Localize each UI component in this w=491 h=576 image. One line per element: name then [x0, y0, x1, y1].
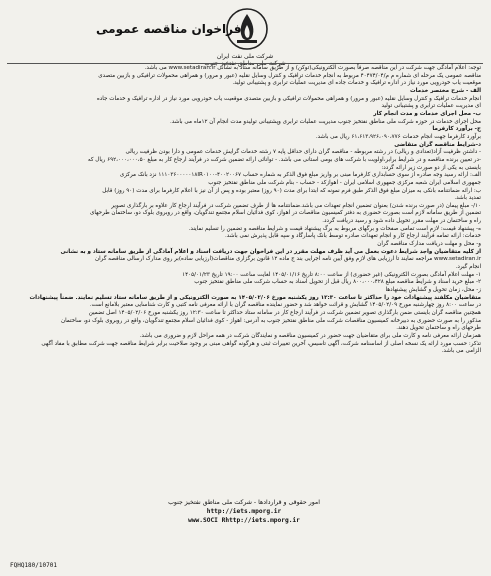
body-line: تمدید باشد. [454, 195, 481, 202]
body-line: تذکر: حسب مورد ارائه یک نسخه اصلی از اساسنامه شرکت، آگهی تاسیس، آخرین تغییرات ثبتی و هرگونه گواهی مبنی بر وجود صلاحیت برابر شرایط مناقصه جهت شرکت مطابق با مفاد آگهی [41, 340, 481, 347]
body-line: انجام گیرد. [455, 264, 481, 271]
body-line: تضمین از طریق سامانه لازم است بصورت حضوری به دفتر کمیسیون مناقصات در اهواز، کوی فدائیان اسلام مجتمع تندگویان، واقع در روبروی بلوک دو، ساختمان طرحهای [90, 210, 481, 217]
body-line: راه و ساختمان در مهلت مقرر تحویل داده شود و رسید دریافت گردد. [322, 218, 481, 225]
body-line: ب: ارائه ضمانتنامه بانکی به میزان مبلغ فوق الذکر طبق فرم نمونه که ابتدا برای مدت (۹۰ روز) معتبر بوده و پس از آن نیز با اعلام کارفرما برای مدت (۹۰ روز) قابل [102, 187, 481, 194]
body-line: الف: ارائه رسید وجه صادره از سوی حسابداری کارفرما مبنی بر واریز مبلغ فوق الذکر به شماره حساب ۴۰۰۲۰۰۶۷-۱۱۱۰۳۶۰۰۰۰۰۱۸IR۰۱۰۰ نزد بانک مرکزی [119, 172, 481, 179]
body-line: www.setadiran.ir مراجعه نمایند تا ارزیابی های لازم وفق آیین نامه اجرایی بند ج ماده ۱۲ قانون برگزاری مناقصات(ارزیابی ساده)بر روی مدارک ارسالی مناقصه گران [94, 256, 481, 263]
body-line: ای مدیریت عملیات ترابری و پشتیبانی تولید [381, 103, 481, 110]
body-line: بایستی به یکی از دو صورت زیر ارائه گردد: [381, 164, 481, 171]
body-line: ه- پیشنهاد قیمت: لازم است تمامی صفحات و برگهای مربوط به برگ پیشنهاد قیمت و شرایط مناقصه و تضمین را تسلیم نمایند. [188, 225, 481, 232]
footer [7, 498, 481, 525]
section-heading: د-شرایط مناقصه گران متقاضی [394, 141, 481, 148]
body-line: الزامی می باشد. [441, 348, 481, 355]
section-heading: الف - شرح مختصر خدمات [409, 87, 481, 94]
body-line: انجام خدمات ترافیک و کنترل وسایل نقلیه (عبور و مرور) و همراهی محمولات ترافیکی و بازبین متصدی موقعیت یاب خودرویی مورد نیاز در اداره ترافیک و خدمات جاده [96, 95, 481, 102]
notice-body [7, 65, 481, 356]
header-divider [7, 63, 483, 64]
body-line: -در تعیین برنده مناقصه و در شرایط برابر،اولویت با شرکت های بومی استانی می باشد. - توانائی ارائه تضمین شرکت در فرآیند ارجاع کار به مبلغ ۶۹۲،۰۰۰،۰۰۰،۵۰ ریال که [87, 156, 481, 163]
body-line: ۲- مبلغ خرید اسناد و شرایط مناقصه مبلغ ۸۰۰،۰۰۰،۴۲۸ ریال قبل از تحویل اسناد به حساب شرکت ملی مناطق نفتخیز جنوب [194, 279, 481, 286]
body-line: مناقصه عمومی یک مرحله ای شماره م م/۴۰۴۷۴/۰۴ مربوط به انجام خدمات ترافیک و کنترل وسایل نقلیه (عبور و مرور) و همراهی محمولات ترافیکی و بازبین متصدی [98, 72, 481, 79]
section-heading: از کلیه متقاضیان واجد شرایط دعوت بعمل می آید ظرف مهلت مقرر در این فراخوان جهت دریافت اسناد و اعلام آمادگی از طریق سامانه ستاد و به نشانی [60, 248, 481, 255]
section-heading: ج- برآورد کارفرما [432, 126, 481, 133]
body-line: جمهوری اسلامی ایران شعبه مرکزی جمهوری اسلامی ایران - اهوازکد - حساب - بنام شرکت ملی مناطق نفتخیز جنوب [208, 179, 481, 186]
body-line: محل اجرای خدمات در حوزه شرکت ملی مناطق نفتخیز جنوب مدیریت عملیات ترابری وپشتیبانی تولیدو مدت انجام آن ۱۲ماه می باشد. [169, 118, 481, 125]
footer-department: امور حقوقی و قراردادها - شرکت ملی مناطق نفتخیز جنوب [168, 499, 320, 506]
body-line: ز- محل، زمان تحویل و گشایش پیشنهادها [385, 287, 481, 294]
logo-caption-line-1: شرکت ملی نفت ایران [216, 53, 274, 60]
body-line: ۱۰/- مبلغ پیمان (در صورت برنده شدن) بعنوان تضمین انجام تعهدات می باشد.ضمانتنامه ها از طرف تضمین شرکت در فرآیند ارجاع کار علاوه بر بارگذاری تصویر [111, 202, 481, 209]
body-line: ۱- مهلت اعلام آمادگی بصورت الکترونیکی (غیر حضوری) از ساعت ۸:۰۰ تاریخ ۱۴۰۵/۰۱/۱۶ لغایت ساعت ۱۹:۰۰ تاریخ ۱۴۰۵/۰۱/۲۳ [182, 271, 481, 278]
document-code: FQHQ180/10701 [10, 562, 57, 569]
body-line: همزمان ارائه معرفی نامه و کارت ملی برای متقاضیان جهت حضور در کمیسیون مناقصه و نمایندگان شرکت در همه مراحل لازم و ضروری می باشد. [139, 332, 481, 339]
body-line: موقعیت یاب خودرویی مورد نیاز در اداره ترافیک و خدمات جاده ای مدیریت عملیات ترابری و پشتیبانی تولید. [232, 80, 481, 87]
body-line: خدمات: ارائه تمامه فرآیند ارجاع کار و انجام تعهدات صادره توسط بانک پاسارگاد و سپه قابل پذیرش نمی باشد. [225, 233, 481, 240]
body-line: طرحهای راه و ساختمان تحویل دهند. [396, 325, 481, 332]
page-title: فراخوان مناقصه عمومی [96, 22, 242, 36]
body-line: توجه: اعلام آمادگی جهت شرکت در این مناقصه صرفاً بصورت الکترونیکی(توکن) و از طریق سامانه ستاد به نشانی www.setadiran.ir می باشد. [144, 65, 481, 71]
body-line: در ساعت ۸:۰۰ روز چهارشنبه مورخ ۱۴۰۵/۰۲/۰۹ گشایش و قرائت خواهد شد و حضور نماینده مناقصه گران با ارائه معرفی نامه کتبی و کارت شناسایی معتبر بلامانع است. [89, 302, 481, 309]
footer-link-2[interactable]: www.SOCI Rhttp://iets.mporg.ir [188, 517, 300, 524]
body-line: مذکور را به صورت حضوری به دبیرخانه کمیسیون مناقصات شرکت ملی مناطق نفتخیز جنوب به آدرس: اهواز - کوی فدائیان اسلام مجتمع تندگویان، واقع در روبروی بلوک دو، ساختمان [60, 317, 481, 324]
footer-link-1[interactable]: http://iets.mporg.ir [206, 508, 282, 515]
body-line: همچنین مناقصه گران بایستی ضمن بارگذاری تصویر تضمین شرکت در فرآیند ارجاع کار در سامانه ستاد حداکثر تا ساعت ۱۲:۳۰ روز یکشنبه مورخ ۱۴۰۵/۰۲/۰۶ اصل تضمین [88, 310, 481, 316]
body-line: - داشتن ظرفیت آزاد(تعدادی و ریالی) در رشته مربوطه - مناقصه گران دارای حداقل پایه ۷ رشته خدمات گرایش خدمات عمومی و دارا بودن ظرفیت ریالی [125, 149, 481, 156]
body-line: و- محل و مهلت دریافت مدارک مناقصه گران [377, 241, 481, 248]
section-heading: متقاضیان مکلفند پیشنهادات خود را حداکثر تا ساعت ۱۲:۳۰ روز یکشنبه مورخ ۱۴۰۵/۰۲/۰۶ به صورت الکترونیکی و از طریق سامانه ستاد تسلیم نمایند. ضمناً پیشنهادات [29, 294, 481, 301]
section-heading: ب- محل اجرای خدمات و مدت انجام کار [373, 110, 481, 117]
body-line: برآورد کارفرما جهت انجام خدمات ۶۱،۶۱۳،۹۲۶،۰۹۰،۷۷۶ ریال می باشد. [315, 133, 481, 140]
